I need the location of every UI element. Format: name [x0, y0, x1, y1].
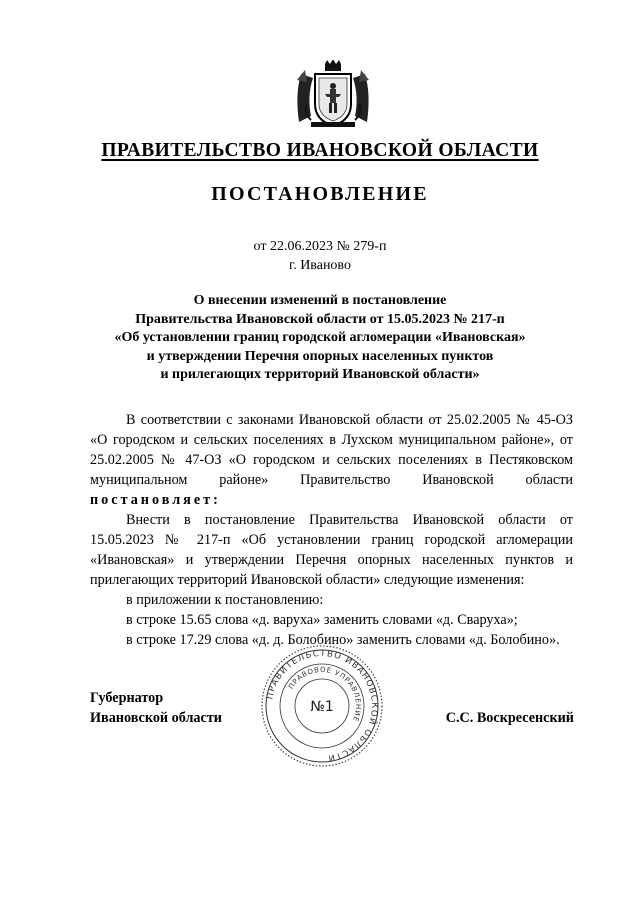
change-item-1: в строке 15.65 слова «д. варуха» заменить словами «д. Сваруха»; — [126, 612, 518, 628]
signatory-position-line-2: Ивановской области — [90, 710, 222, 726]
subject-line-5: и прилегающих территорий Ивановской области» — [160, 367, 480, 383]
preamble-paragraph — [90, 410, 573, 510]
subject-line-2: Правительства Ивановской области от 15.05.2023 № 217-п — [135, 311, 505, 327]
date-number: от 22.06.2023 № 279-п — [253, 239, 387, 254]
svg-text:ПРАВОВОЕ УПРАВЛЕНИЕ: ПРАВОВОЕ УПРАВЛЕНИЕ — [287, 665, 363, 724]
subject-line-1: О внесении изменений в постановление — [193, 293, 447, 308]
official-stamp — [260, 644, 384, 768]
decree-word: постановляет: — [90, 492, 221, 508]
svg-text:ПРАВИТЕЛЬСТВО ИВАНОВСКОЙ ОБЛАС: ПРАВИТЕЛЬСТВО ИВАНОВСКОЙ ОБЛАСТИ — [265, 648, 380, 763]
subject-line-4: и утверждении Перечня опорных населенных пунктов — [146, 348, 494, 364]
city: г. Иваново — [289, 258, 351, 273]
date-and-place — [0, 237, 640, 275]
amendment-paragraph: Внести в постановление Правительства Ивановской области от 15.05.2023 № 217-п «Об установлении границ городской агломерации «Ивановская» и утверждении Перечня опорных населенных пунктов и прилегающих территорий Ивановской области» следующие изменения: — [90, 512, 573, 588]
signatory-position-line-1: Губернатор — [90, 690, 164, 706]
subject-line-3: «Об установлении границ городской агломерации «Ивановская» — [114, 330, 526, 346]
coat-of-arms-emblem — [293, 60, 373, 128]
organization-title-text: ПРАВИТЕЛЬСТВО ИВАНОВСКОЙ ОБЛАСТИ — [101, 140, 539, 161]
document-body — [90, 410, 573, 650]
preamble-text: В соответствии с законами Ивановской области от 25.02.2005 № 45-ОЗ «О городском и сельских поселениях в Лухском муниципальном районе», от 25.02.2005 № 47-ОЗ «О городском и сельских поселениях в Пестяковском муниципальном районе» Правительство Ивановской области — [90, 412, 573, 488]
document-type-heading: ПОСТАНОВЛЕНИЕ — [211, 183, 429, 205]
stamp-number: №1 — [310, 699, 334, 715]
appendix-paragraph: в приложении к постановлению: — [126, 592, 324, 608]
organization-title — [0, 140, 640, 162]
document-subject — [40, 292, 600, 385]
change-item-2: в строке 17.29 слова «д. д. Болобино» заменить словами «д. Болобино». — [126, 632, 560, 648]
signatory-position — [90, 688, 222, 728]
signatory-name: С.С. Воскресенский — [445, 710, 574, 726]
